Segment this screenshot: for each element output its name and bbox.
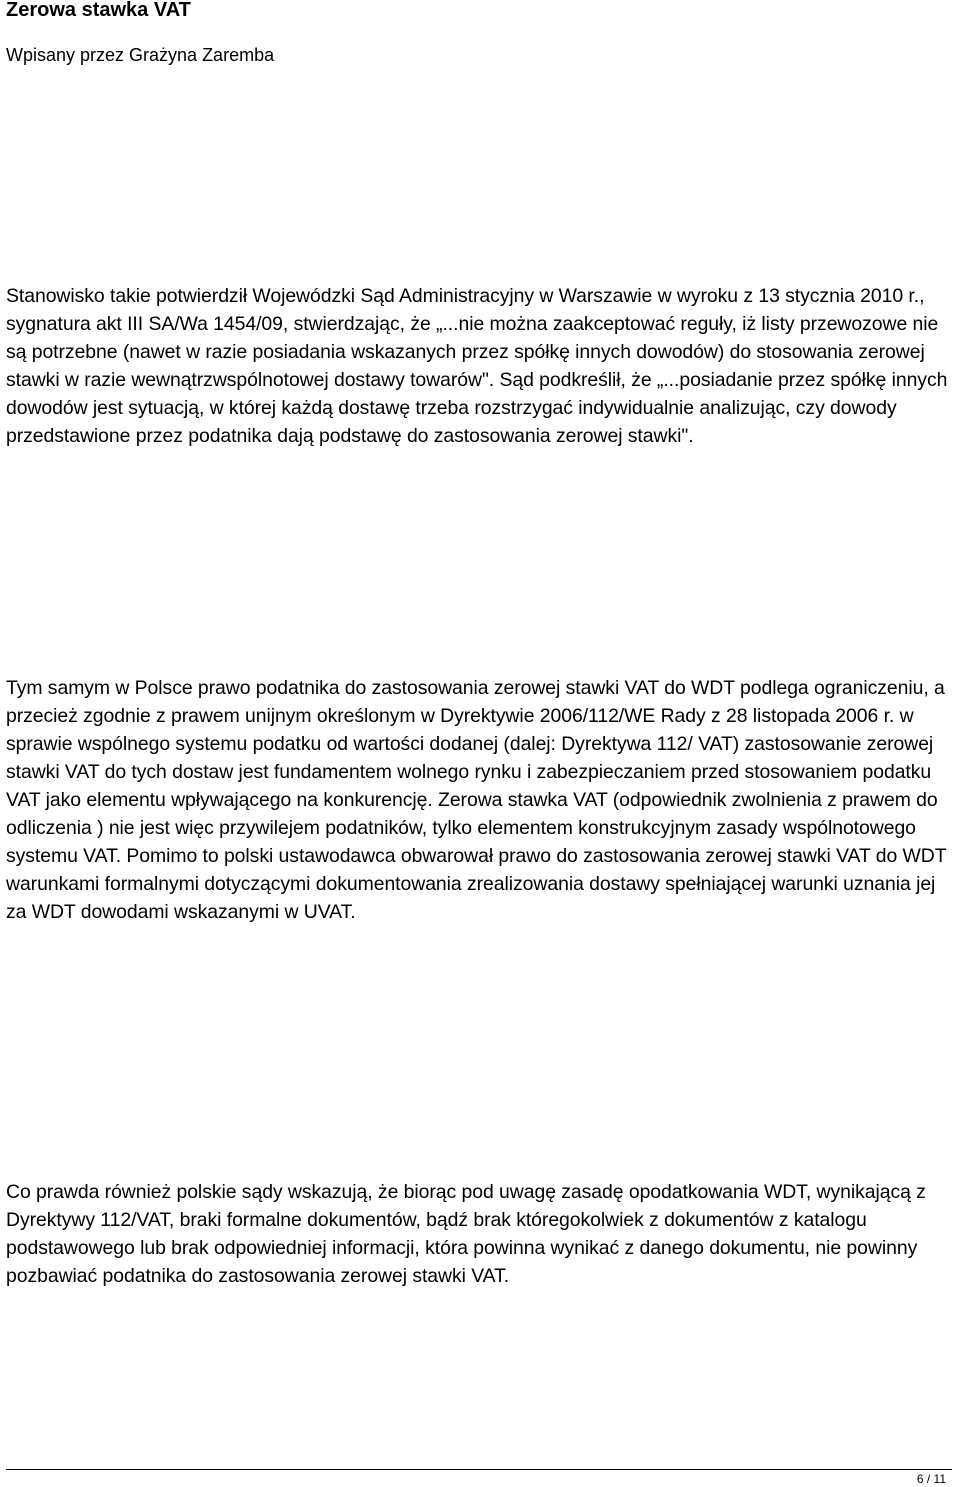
- author-line: Wpisany przez Grażyna Zaremba: [6, 45, 275, 65]
- footer-divider: [6, 1469, 952, 1470]
- body-paragraph: Stanowisko takie potwierdził Wojewódzki Sąd Administracyjny w Warszawie w wyroku z 13 stycznia 2010 r., sygnatura akt III SA/Wa 1454/09, stwierdzając, że „...nie można zaakceptować reguły, iż listy przewozowe nie są potrzebne (nawet w razie posiadania wskazanych przez spółkę innych dowodów) do stosowania zerowej stawki w razie wewnątrzwspólnotowej dostawy towarów". Sąd podkreślił, że „...posiadanie przez spółkę innych dowodów jest sytuacją, w której każdą dostawę trzeba rozstrzygać indywidualnie analizując, czy dowody przedstawione przez podatnika dają podstawę do zastosowania zerowej stawki".: [6, 285, 948, 447]
- body-paragraph: Co prawda również polskie sądy wskazują, że biorąc pod uwagę zasadę opodatkowania WDT, wynikającą z Dyrektywy 112/VAT, braki formalne dokumentów, bądź brak któregokolwiek z dokumentów z katalogu podstawowego lub brak odpowiedniej informacji, która powinna wynikać z danego dokumentu, nie powinny pozbawiać podatnika do zastosowania zerowej stawki VAT.: [6, 1181, 926, 1287]
- document-title: Zerowa stawka VAT: [6, 0, 191, 21]
- body-paragraph: Tym samym w Polsce prawo podatnika do zastosowania zerowej stawki VAT do WDT podlega ograniczeniu, a przecież zgodnie z prawem unijnym określonym w Dyrektywie 2006/112/WE Rady z 28 listopada 2006 r. w sprawie wspólnego systemu podatku od wartości dodanej (dalej: Dyrektywa 112/ VAT) zastosowanie zerowej stawki VAT do tych dostaw jest fundamentem wolnego rynku i zabezpieczaniem przed stosowaniem podatku VAT jako elementu wpływającego na konkurencję. Zerowa stawka VAT (odpowiednik zwolnienia z prawem do odliczenia ) nie jest więc przywilejem podatników, tylko elementem konstrukcyjnym zasady wspólnotowego systemu VAT. Pomimo to polski ustawodawca obwarował prawo do zastosowania zerowej stawki VAT do WDT warunkami formalnymi dotyczącymi dokumentowania zrealizowania dostawy spełniającej warunki uznania jej za WDT dowodami wskazanymi w UVAT.: [6, 677, 947, 923]
- page-number: 6 / 11: [916, 1472, 946, 1486]
